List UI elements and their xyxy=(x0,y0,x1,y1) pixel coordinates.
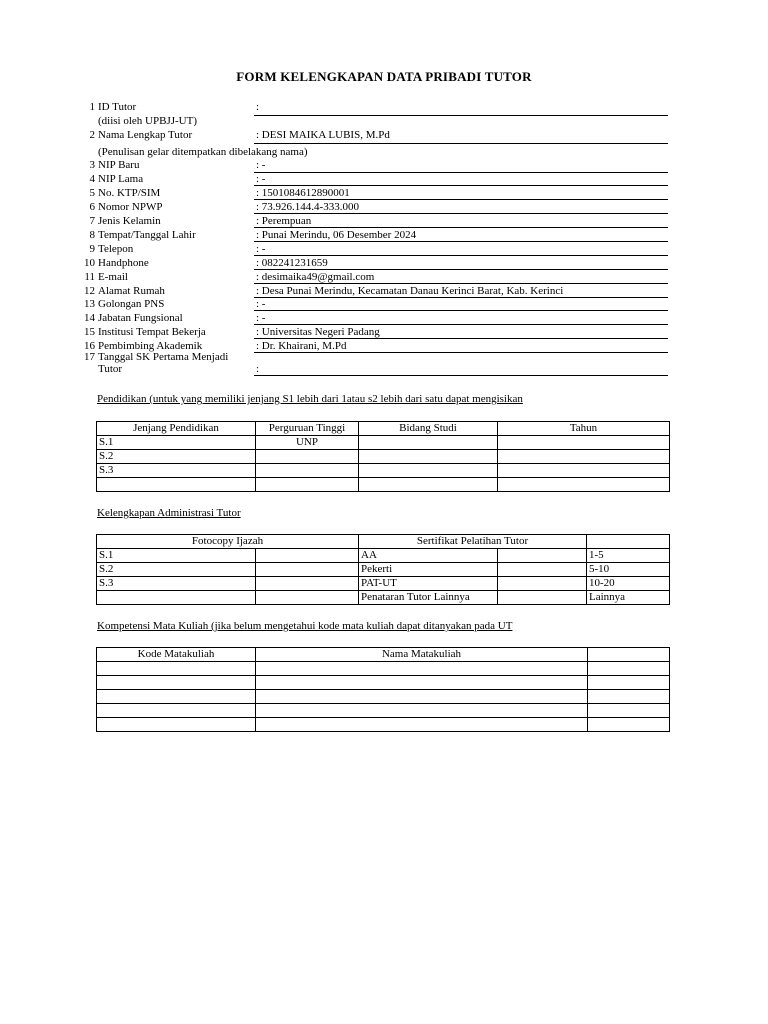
pendidikan-table xyxy=(96,421,670,492)
field-underline xyxy=(254,338,668,339)
table-header-cell: Sertifikat Pelatihan Tutor xyxy=(359,535,587,549)
field-underline xyxy=(254,241,668,242)
table-row xyxy=(97,478,670,492)
table-cell xyxy=(359,464,498,478)
field-underline xyxy=(254,185,668,186)
field-underline xyxy=(254,352,668,353)
table-cell xyxy=(97,591,256,605)
field-number: 13 xyxy=(84,298,95,310)
field-value: : 73.926.144.4-333.000 xyxy=(256,201,359,213)
field-value: : - xyxy=(256,312,266,324)
field-value: : Punai Merindu, 06 Desember 2024 xyxy=(256,229,417,241)
table-cell: S.1 xyxy=(97,549,256,563)
table-cell xyxy=(498,563,587,577)
table-cell xyxy=(256,450,359,464)
table-cell xyxy=(97,718,256,732)
table-cell: S.2 xyxy=(97,450,256,464)
field-label: NIP Baru xyxy=(98,159,140,171)
table-row xyxy=(97,436,670,450)
table-cell xyxy=(359,478,498,492)
field-value: : Desa Punai Merindu, Kecamatan Danau Kerinci Barat, Kab. Kerinci xyxy=(256,285,564,297)
table-cell: 1-5 xyxy=(587,549,670,563)
table-header-cell: Fotocopy Ijazah xyxy=(97,535,359,549)
field-label: Institusi Tempat Bekerja xyxy=(98,326,206,338)
field-label: Tanggal SK Pertama Menjadi xyxy=(98,351,229,363)
table-cell xyxy=(588,704,670,718)
field-label: E-mail xyxy=(98,271,128,283)
table-cell xyxy=(498,450,670,464)
field-underline xyxy=(254,213,668,214)
table-cell xyxy=(256,676,588,690)
table-row xyxy=(97,676,670,690)
table-cell: UNP xyxy=(256,436,359,450)
table-cell xyxy=(498,549,587,563)
table-cell xyxy=(588,690,670,704)
field-underline xyxy=(254,199,668,200)
table-header-cell xyxy=(587,535,670,549)
field-number: 11 xyxy=(84,271,95,283)
field-label: NIP Lama xyxy=(98,173,144,185)
table-cell xyxy=(256,704,588,718)
table-cell xyxy=(498,436,670,450)
table-cell xyxy=(498,478,670,492)
table-cell: Lainnya xyxy=(587,591,670,605)
table-row xyxy=(97,718,670,732)
field-number: 9 xyxy=(89,243,95,255)
table-cell: S.2 xyxy=(97,563,256,577)
field-value: : xyxy=(256,101,260,113)
table-cell xyxy=(256,718,588,732)
field-label: Tutor xyxy=(98,363,123,375)
pendidikan-heading: Pendidikan (untuk yang memiliki jenjang S1 lebih dari 1atau s2 lebih dari satu dapat mengisikan xyxy=(97,393,523,405)
field-number: 16 xyxy=(84,340,95,352)
field-label: Tempat/Tanggal Lahir xyxy=(98,229,196,241)
table-header-cell: Kode Matakuliah xyxy=(97,648,256,662)
table-cell: S.3 xyxy=(97,464,256,478)
field-value: : - xyxy=(256,243,266,255)
field-underline xyxy=(254,143,668,144)
field-value: : 1501084612890001 xyxy=(256,187,350,199)
administrasi-table xyxy=(96,534,670,605)
table-header-cell: Perguruan Tinggi xyxy=(256,422,359,436)
field-value: : Perempuan xyxy=(256,215,312,227)
table-cell xyxy=(97,690,256,704)
field-number: 4 xyxy=(89,173,95,185)
table-row xyxy=(97,577,670,591)
field-number: 7 xyxy=(89,215,95,227)
table-row xyxy=(97,563,670,577)
field-label: Jenis Kelamin xyxy=(98,215,161,227)
table-cell xyxy=(498,464,670,478)
table-cell xyxy=(256,478,359,492)
table-row xyxy=(97,549,670,563)
field-value: : - xyxy=(256,173,266,185)
table-cell: S.3 xyxy=(97,577,256,591)
table-cell xyxy=(256,549,359,563)
field-label: No. KTP/SIM xyxy=(98,187,161,199)
field-label: Telepon xyxy=(98,243,134,255)
field-label: Jabatan Fungsional xyxy=(98,312,183,324)
field-number: 17 xyxy=(84,351,95,363)
table-row xyxy=(97,690,670,704)
field-underline xyxy=(254,269,668,270)
table-header-cell xyxy=(588,648,670,662)
table-header-cell: Jenjang Pendidikan xyxy=(97,422,256,436)
field-number: 5 xyxy=(89,187,95,199)
field-underline xyxy=(254,255,668,256)
field-label: Nomor NPWP xyxy=(98,201,163,213)
table-header-cell: Bidang Studi xyxy=(359,422,498,436)
field-value: : - xyxy=(256,298,266,310)
table-cell: 5-10 xyxy=(587,563,670,577)
table-header-cell: Nama Matakuliah xyxy=(256,648,588,662)
field-number: 6 xyxy=(89,201,95,213)
table-cell xyxy=(359,450,498,464)
field-number: 14 xyxy=(84,312,95,324)
field-value: : 082241231659 xyxy=(256,257,328,269)
field-underline xyxy=(254,283,668,284)
table-cell xyxy=(97,704,256,718)
field-underline xyxy=(254,297,668,298)
field-number: 15 xyxy=(84,326,95,338)
table-cell: 10-20 xyxy=(587,577,670,591)
table-cell xyxy=(256,591,359,605)
field-value: : Dr. Khairani, M.Pd xyxy=(256,340,347,352)
field-number: 3 xyxy=(89,159,95,171)
field-number: 12 xyxy=(84,285,95,297)
field-number: 10 xyxy=(84,257,95,269)
field-number: 1 xyxy=(89,101,95,113)
field-note: (diisi oleh UPBJJ-UT) xyxy=(98,115,197,127)
table-cell xyxy=(97,478,256,492)
table-row xyxy=(97,464,670,478)
table-cell xyxy=(588,676,670,690)
field-underline xyxy=(254,172,668,173)
field-underline xyxy=(254,324,668,325)
table-header-row xyxy=(97,535,670,549)
table-cell: AA xyxy=(359,549,498,563)
table-header-row xyxy=(97,648,670,662)
table-cell xyxy=(97,676,256,690)
kompetensi-heading: Kompetensi Mata Kuliah (jika belum mengetahui kode mata kuliah dapat ditanyakan pada UT xyxy=(97,620,513,632)
table-cell xyxy=(498,577,587,591)
field-label: Handphone xyxy=(98,257,149,269)
field-value: : Universitas Negeri Padang xyxy=(256,326,380,338)
field-note: (Penulisan gelar ditempatkan dibelakang nama) xyxy=(98,146,308,158)
table-cell: Penataran Tutor Lainnya xyxy=(359,591,498,605)
table-cell xyxy=(256,563,359,577)
table-row xyxy=(97,704,670,718)
field-underline xyxy=(254,227,668,228)
table-row xyxy=(97,591,670,605)
field-value: : xyxy=(256,363,260,375)
table-cell xyxy=(256,464,359,478)
table-header-cell: Tahun xyxy=(498,422,670,436)
field-underline xyxy=(254,375,668,376)
table-cell xyxy=(359,436,498,450)
table-cell xyxy=(588,718,670,732)
table-cell xyxy=(256,577,359,591)
table-cell xyxy=(256,690,588,704)
field-number: 2 xyxy=(89,129,95,141)
field-underline xyxy=(254,115,668,116)
table-cell: PAT-UT xyxy=(359,577,498,591)
kompetensi-table xyxy=(96,647,670,732)
table-cell: S.1 xyxy=(97,436,256,450)
field-label: Alamat Rumah xyxy=(98,285,165,297)
field-underline xyxy=(254,310,668,311)
table-cell xyxy=(588,662,670,676)
field-label: Golongan PNS xyxy=(98,298,165,310)
field-label: Pembimbing Akademik xyxy=(98,340,203,352)
table-cell xyxy=(498,591,587,605)
field-value: : desimaika49@gmail.com xyxy=(256,271,375,283)
table-row xyxy=(97,662,670,676)
field-number: 8 xyxy=(89,229,95,241)
field-label: ID Tutor xyxy=(98,101,137,113)
administrasi-heading: Kelengkapan Administrasi Tutor xyxy=(97,507,241,519)
table-header-row xyxy=(97,422,670,436)
field-label: Nama Lengkap Tutor xyxy=(98,129,193,141)
table-cell: Pekerti xyxy=(359,563,498,577)
field-value: : - xyxy=(256,159,266,171)
table-row xyxy=(97,450,670,464)
field-value: : DESI MAIKA LUBIS, M.Pd xyxy=(256,129,390,141)
table-cell xyxy=(256,662,588,676)
table-cell xyxy=(97,662,256,676)
form-title: FORM KELENGKAPAN DATA PRIBADI TUTOR xyxy=(236,69,532,84)
